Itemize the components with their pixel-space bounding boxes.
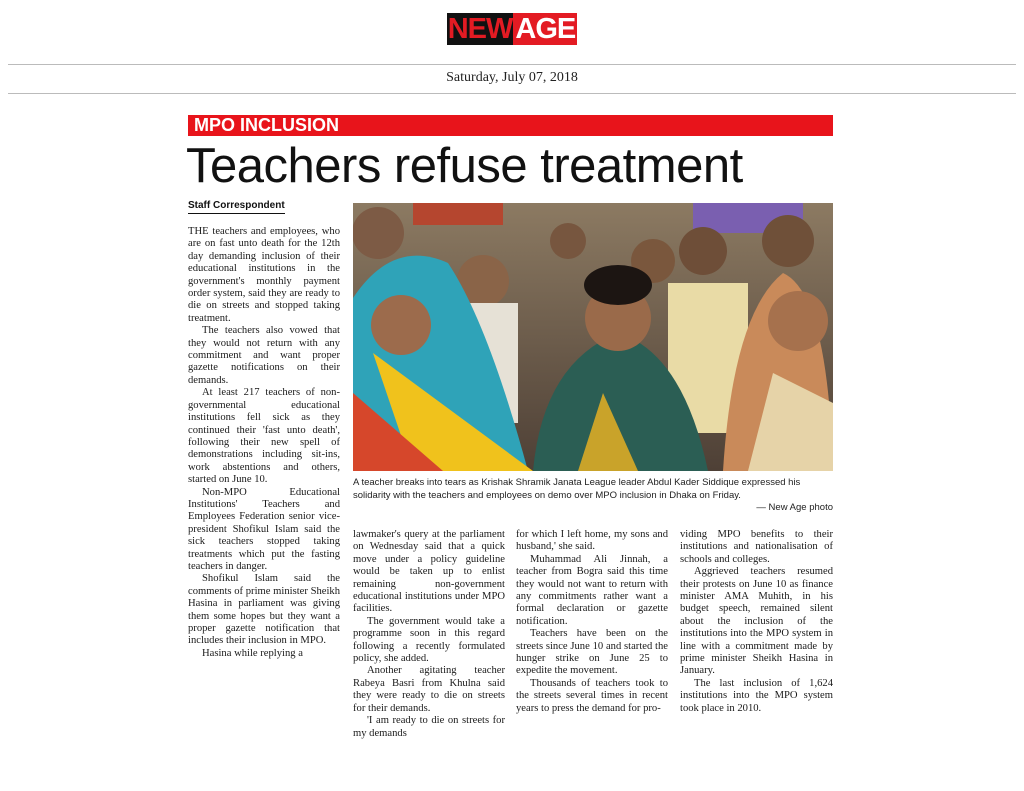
article-column-4 [680, 529, 833, 771]
paragraph: lawmaker's query at the parliament on Wednesday said that a quick move under a policy guideline would be taken up to enlist remaining non-government educational institutions under MPO facilities. [353, 529, 505, 615]
masthead [0, 0, 1024, 96]
paragraph: viding MPO benefits to their institutions and nationalisation of schools and colleges. [680, 529, 833, 565]
news-photo [353, 203, 833, 471]
article-column-2 [353, 529, 505, 771]
caption-text: A teacher breaks into tears as Krishak Shramik Janata League leader Abdul Kader Siddique expressed his solidarity with the teachers and employees on demo over MPO inclusion in Dhaka on Friday. [353, 477, 801, 501]
paragraph: Another agitating teacher Rabeya Basri from Khulna said they were ready to die on streets for their demands. [353, 665, 505, 714]
paragraph: Muhammad Ali Jinnah, a teacher from Bogra said this time they would not want to return with any commitments rather want a formal declaration or gazette notification. [516, 553, 668, 627]
newage-logo[interactable] [439, 14, 585, 44]
paragraph: Non-MPO Educational Institutions' Teachers and Employees Federation senior vice-president Shofikul Islam said the sick teachers stopped taking treatments which put the fasting teachers in danger. [188, 486, 340, 572]
paragraph: 'I am ready to die on streets for my demands [353, 715, 505, 739]
paragraph: At least 217 teachers of non-governmental educational institutions fell sick as they continued their 'fast unto death', following their new spell of demonstrations including sit-ins, work abstentions and others, started on June 10. [188, 387, 340, 486]
photo-caption [353, 477, 833, 515]
logo-age: AGE [515, 13, 576, 45]
paragraph: Hasina while replying a [202, 647, 303, 659]
photo-credit: — New Age photo [756, 502, 833, 513]
section-kicker: MPO INCLUSION [188, 115, 833, 136]
byline: Staff Correspondent [188, 200, 285, 214]
paragraph: for which I left home, my sons and husband,' she said. [516, 529, 668, 553]
paragraph: The government would take a programme soon in this regard following a recently formulated policy, she added. [353, 615, 505, 665]
protest-photo-illustration [353, 203, 833, 471]
logo-new: NEW [447, 13, 513, 45]
paragraph: Teachers have been on the streets since June 10 and started the hunger strike on June 25 to expedite the movement. [516, 628, 668, 677]
paragraph: THE teachers and employees, who are on fast unto death for the 12th day demanding inclusion of their educational institutions in the government's monthly payment order system, said they are ready to die on streets and stopped taking treatment. [188, 226, 340, 324]
paragraph: Thousands of teachers took to the streets several times in recent years to press the demand for pro- [516, 677, 668, 714]
header-rule-top [8, 64, 1016, 65]
paragraph: The teachers also vowed that they would not return with any commitment and want proper gazette notifications on their demands. [188, 325, 340, 386]
headline: Teachers refuse treatment [186, 139, 743, 193]
article-column-3 [516, 529, 668, 771]
paragraph: Shofikul Islam said the comments of prime minister Sheikh Hasina in parliament was giving them some hopes but they want a proper gazette notification that includes their inclusion in MPO. [188, 573, 340, 647]
paragraph: The last inclusion of 1,624 institutions into the MPO system took place in 2010. [680, 677, 833, 714]
article-column-1 [188, 226, 340, 771]
header-rule-bottom [8, 93, 1016, 94]
issue-date: Saturday, July 07, 2018 [446, 70, 578, 85]
paragraph: Aggrieved teachers resumed their protests on June 10 as finance minister AMA Muhith, in his budget speech, remained silent about the inclusion of the institutions into the MPO system in line with a commitment made by prime minister Sheikh Hasina in January. [680, 566, 833, 677]
